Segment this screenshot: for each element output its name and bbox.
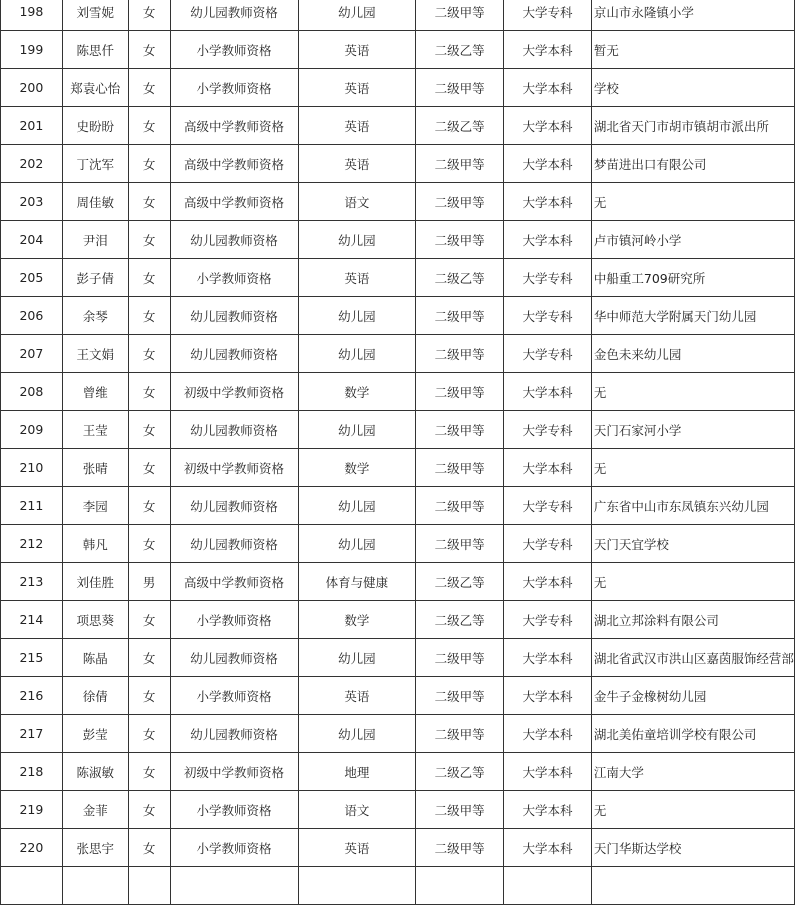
gender-cell: 女 (128, 69, 170, 107)
number-cell: 220 (1, 829, 63, 867)
number-cell: 202 (1, 145, 63, 183)
workplace-cell: 京山市永隆镇小学 (591, 0, 794, 31)
table-row (1, 411, 795, 449)
gender-cell: 女 (128, 31, 170, 69)
putonghua-level-cell: 二级甲等 (416, 677, 504, 715)
education-cell: 大学本科 (504, 639, 592, 677)
workplace-cell: 中船重工709研究所 (591, 259, 794, 297)
number-cell: 206 (1, 297, 63, 335)
education-cell: 大学本科 (504, 31, 592, 69)
workplace-cell: 无 (591, 791, 794, 829)
subject-cell: 语文 (298, 791, 416, 829)
table-row (1, 221, 795, 259)
number-cell: 214 (1, 601, 63, 639)
putonghua-level-cell: 二级甲等 (416, 335, 504, 373)
number-cell: 200 (1, 69, 63, 107)
education-cell: 大学专科 (504, 259, 592, 297)
table-row (1, 639, 795, 677)
workplace-cell: 金色未来幼儿园 (591, 335, 794, 373)
education-cell: 大学本科 (504, 221, 592, 259)
qualification-cell: 幼儿园教师资格 (170, 297, 298, 335)
putonghua-level-cell: 二级甲等 (416, 373, 504, 411)
subject-cell: 幼儿园 (298, 0, 416, 31)
name-cell: 王莹 (62, 411, 128, 449)
workplace-cell: 金牛子金橡树幼儿园 (591, 677, 794, 715)
gender-cell: 女 (128, 791, 170, 829)
putonghua-level-cell: 二级甲等 (416, 411, 504, 449)
table-row (1, 145, 795, 183)
putonghua-level-cell: 二级乙等 (416, 601, 504, 639)
gender-cell: 女 (128, 183, 170, 221)
gender-cell: 女 (128, 487, 170, 525)
number-cell: 219 (1, 791, 63, 829)
name-cell: 余琴 (62, 297, 128, 335)
gender-cell: 女 (128, 525, 170, 563)
education-cell: 大学本科 (504, 715, 592, 753)
number-cell: 208 (1, 373, 63, 411)
subject-cell: 体育与健康 (298, 563, 416, 601)
number-cell: 207 (1, 335, 63, 373)
putonghua-level-cell: 二级甲等 (416, 639, 504, 677)
gender-cell: 男 (128, 563, 170, 601)
name-cell: 李园 (62, 487, 128, 525)
education-cell: 大学本科 (504, 145, 592, 183)
putonghua-level-cell: 二级甲等 (416, 0, 504, 31)
number-cell: 204 (1, 221, 63, 259)
putonghua-level-cell: 二级乙等 (416, 107, 504, 145)
education-cell: 大学专科 (504, 601, 592, 639)
gender-cell: 女 (128, 677, 170, 715)
table-row (1, 791, 795, 829)
education-cell: 大学专科 (504, 487, 592, 525)
putonghua-level-cell: 二级甲等 (416, 145, 504, 183)
name-cell: 王文娟 (62, 335, 128, 373)
roster-table-body (1, 0, 795, 905)
workplace-cell: 湖北立邦涂料有限公司 (591, 601, 794, 639)
number-cell: 215 (1, 639, 63, 677)
education-cell: 大学专科 (504, 411, 592, 449)
workplace-cell: 华中师范大学附属天门幼儿园 (591, 297, 794, 335)
name-cell: 项思葵 (62, 601, 128, 639)
name-cell: 张晴 (62, 449, 128, 487)
name-cell: 郑袁心怡 (62, 69, 128, 107)
number-cell: 210 (1, 449, 63, 487)
workplace-cell: 学校 (591, 69, 794, 107)
subject-cell: 地理 (298, 753, 416, 791)
table-row (1, 335, 795, 373)
number-cell: 216 (1, 677, 63, 715)
name-cell: 周佳敏 (62, 183, 128, 221)
workplace-cell: 卢市镇河岭小学 (591, 221, 794, 259)
name-cell: 彭子倩 (62, 259, 128, 297)
subject-cell: 英语 (298, 107, 416, 145)
putonghua-level-cell: 二级甲等 (416, 791, 504, 829)
workplace-cell: 江南大学 (591, 753, 794, 791)
subject-cell: 数学 (298, 373, 416, 411)
name-cell: 史盼盼 (62, 107, 128, 145)
table-row (1, 31, 795, 69)
qualification-cell: 高级中学教师资格 (170, 183, 298, 221)
number-cell: 213 (1, 563, 63, 601)
name-cell: 金菲 (62, 791, 128, 829)
putonghua-level-cell: 二级甲等 (416, 297, 504, 335)
gender-cell: 女 (128, 335, 170, 373)
name-cell: 曾维 (62, 373, 128, 411)
gender-cell: 女 (128, 639, 170, 677)
gender-cell: 女 (128, 829, 170, 867)
gender-cell: 女 (128, 373, 170, 411)
education-cell: 大学专科 (504, 0, 592, 31)
table-row (1, 373, 795, 411)
gender-cell: 女 (128, 107, 170, 145)
qualification-cell: 高级中学教师资格 (170, 145, 298, 183)
number-cell: 218 (1, 753, 63, 791)
name-cell: 陈淑敏 (62, 753, 128, 791)
subject-cell: 幼儿园 (298, 487, 416, 525)
gender-cell: 女 (128, 715, 170, 753)
gender-cell: 女 (128, 449, 170, 487)
education-cell: 大学本科 (504, 829, 592, 867)
subject-cell: 英语 (298, 31, 416, 69)
workplace-cell: 无 (591, 563, 794, 601)
table-row (1, 183, 795, 221)
education-cell: 大学专科 (504, 297, 592, 335)
table-row (1, 601, 795, 639)
table-row (1, 715, 795, 753)
subject-cell: 英语 (298, 259, 416, 297)
number-cell: 212 (1, 525, 63, 563)
subject-cell: 数学 (298, 601, 416, 639)
putonghua-level-cell: 二级乙等 (416, 31, 504, 69)
workplace-cell: 无 (591, 449, 794, 487)
name-cell: 韩凡 (62, 525, 128, 563)
qualification-cell: 幼儿园教师资格 (170, 221, 298, 259)
qualification-cell: 幼儿园教师资格 (170, 487, 298, 525)
name-cell: 刘雪妮 (62, 0, 128, 31)
putonghua-level-cell: 二级甲等 (416, 449, 504, 487)
number-cell: 203 (1, 183, 63, 221)
workplace-cell: 天门石家河小学 (591, 411, 794, 449)
education-cell: 大学本科 (504, 373, 592, 411)
qualification-cell: 小学教师资格 (170, 259, 298, 297)
name-cell: 陈思仟 (62, 31, 128, 69)
number-cell: 198 (1, 0, 63, 31)
education-cell: 大学本科 (504, 183, 592, 221)
gender-cell: 女 (128, 259, 170, 297)
putonghua-level-cell: 二级乙等 (416, 259, 504, 297)
table-row (1, 297, 795, 335)
workplace-cell: 暂无 (591, 31, 794, 69)
workplace-cell: 梦苗进出口有限公司 (591, 145, 794, 183)
gender-cell: 女 (128, 411, 170, 449)
subject-cell: 幼儿园 (298, 525, 416, 563)
workplace-cell: 湖北省天门市胡市镇胡市派出所 (591, 107, 794, 145)
qualification-cell: 初级中学教师资格 (170, 753, 298, 791)
qualification-cell: 小学教师资格 (170, 677, 298, 715)
gender-cell: 女 (128, 601, 170, 639)
subject-cell: 幼儿园 (298, 411, 416, 449)
number-cell: 211 (1, 487, 63, 525)
table-row (1, 0, 795, 31)
gender-cell: 女 (128, 145, 170, 183)
gender-cell: 女 (128, 221, 170, 259)
education-cell: 大学本科 (504, 107, 592, 145)
putonghua-level-cell: 二级甲等 (416, 525, 504, 563)
qualification-cell: 小学教师资格 (170, 791, 298, 829)
workplace-cell: 湖北美佑童培训学校有限公司 (591, 715, 794, 753)
number-cell: 199 (1, 31, 63, 69)
education-cell: 大学本科 (504, 753, 592, 791)
number-cell: 217 (1, 715, 63, 753)
qualification-cell: 高级中学教师资格 (170, 107, 298, 145)
subject-cell: 幼儿园 (298, 639, 416, 677)
qualification-cell: 小学教师资格 (170, 69, 298, 107)
education-cell: 大学专科 (504, 335, 592, 373)
subject-cell: 幼儿园 (298, 297, 416, 335)
name-cell: 刘佳胜 (62, 563, 128, 601)
qualification-cell: 高级中学教师资格 (170, 563, 298, 601)
qualification-cell: 幼儿园教师资格 (170, 639, 298, 677)
subject-cell: 数学 (298, 449, 416, 487)
table-row (1, 753, 795, 791)
workplace-cell: 广东省中山市东凤镇东兴幼儿园 (591, 487, 794, 525)
subject-cell: 英语 (298, 145, 416, 183)
workplace-cell: 无 (591, 183, 794, 221)
qualification-cell: 小学教师资格 (170, 829, 298, 867)
subject-cell: 幼儿园 (298, 221, 416, 259)
name-cell: 彭莹 (62, 715, 128, 753)
gender-cell: 女 (128, 297, 170, 335)
qualification-cell: 小学教师资格 (170, 601, 298, 639)
name-cell: 陈晶 (62, 639, 128, 677)
qualification-cell: 幼儿园教师资格 (170, 525, 298, 563)
workplace-cell: 天门天宜学校 (591, 525, 794, 563)
education-cell: 大学本科 (504, 677, 592, 715)
qualification-cell: 幼儿园教师资格 (170, 715, 298, 753)
workplace-cell: 湖北省武汉市洪山区嘉茵服饰经营部 (591, 639, 794, 677)
number-cell: 209 (1, 411, 63, 449)
table-row (1, 829, 795, 867)
table-row (1, 107, 795, 145)
table-row (1, 69, 795, 107)
qualification-cell: 幼儿园教师资格 (170, 0, 298, 31)
qualification-cell: 小学教师资格 (170, 31, 298, 69)
qualification-cell: 初级中学教师资格 (170, 449, 298, 487)
subject-cell: 英语 (298, 829, 416, 867)
education-cell: 大学本科 (504, 449, 592, 487)
number-cell: 201 (1, 107, 63, 145)
putonghua-level-cell: 二级甲等 (416, 487, 504, 525)
putonghua-level-cell: 二级甲等 (416, 829, 504, 867)
table-row (1, 563, 795, 601)
gender-cell: 女 (128, 753, 170, 791)
education-cell: 大学本科 (504, 69, 592, 107)
education-cell: 大学本科 (504, 563, 592, 601)
workplace-cell: 天门华斯达学校 (591, 829, 794, 867)
subject-cell: 英语 (298, 69, 416, 107)
table-row (1, 525, 795, 563)
subject-cell: 幼儿园 (298, 715, 416, 753)
workplace-cell: 无 (591, 373, 794, 411)
putonghua-level-cell: 二级甲等 (416, 715, 504, 753)
name-cell: 张思宇 (62, 829, 128, 867)
putonghua-level-cell: 二级乙等 (416, 563, 504, 601)
gender-cell: 女 (128, 0, 170, 31)
name-cell: 丁沈军 (62, 145, 128, 183)
qualification-cell: 幼儿园教师资格 (170, 411, 298, 449)
name-cell: 徐倩 (62, 677, 128, 715)
putonghua-level-cell: 二级甲等 (416, 221, 504, 259)
table-row (1, 259, 795, 297)
education-cell: 大学本科 (504, 791, 592, 829)
table-row (1, 449, 795, 487)
number-cell: 205 (1, 259, 63, 297)
name-cell: 尹泪 (62, 221, 128, 259)
putonghua-level-cell: 二级甲等 (416, 69, 504, 107)
subject-cell: 英语 (298, 677, 416, 715)
subject-cell: 幼儿园 (298, 335, 416, 373)
putonghua-level-cell: 二级乙等 (416, 753, 504, 791)
qualification-cell: 幼儿园教师资格 (170, 335, 298, 373)
table-row (1, 677, 795, 715)
education-cell: 大学专科 (504, 525, 592, 563)
table-row (1, 487, 795, 525)
putonghua-level-cell: 二级甲等 (416, 183, 504, 221)
subject-cell: 语文 (298, 183, 416, 221)
qualification-cell: 初级中学教师资格 (170, 373, 298, 411)
